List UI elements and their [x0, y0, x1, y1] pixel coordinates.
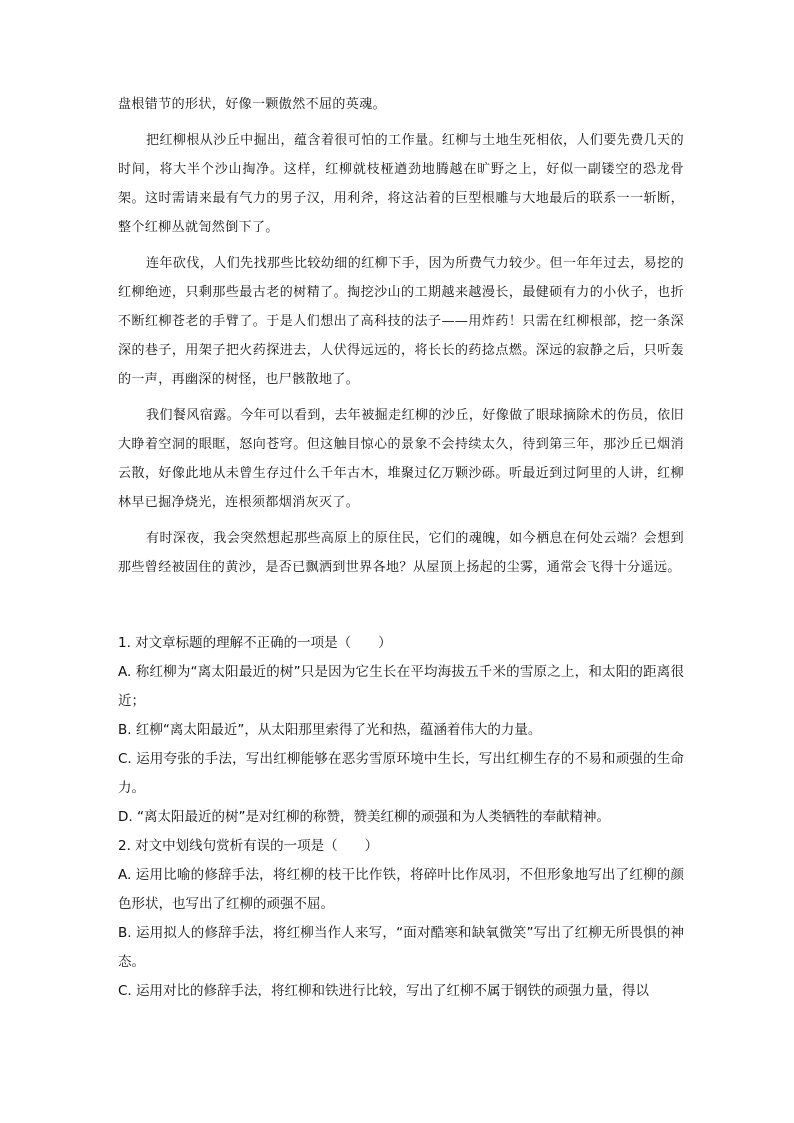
passage-paragraph: 盘根错节的形状，好像一颗傲然不屈的英魂。 — [118, 97, 387, 112]
question-list — [118, 629, 684, 1006]
question-option: C. 运用夸张的手法，写出红柳能够在恶劣雪原环境中生长，写出红柳生存的不易和顽强的生命力。 — [118, 751, 684, 796]
question-2 — [118, 832, 684, 1006]
passage-paragraph: 有时深夜，我会突然想起那些高原上的原住民，它们的魂魄，如今栖息在何处云端？会想到那些曾经被固住的黄沙，是否已飘洒到世界各地？从屋顶上扬起的尘雾，通常会飞得十分遥远。 — [118, 531, 684, 575]
question-stem: 2. 对文中划线句赏析有误的一项是（ ） — [118, 838, 379, 854]
passage-paragraph: 我们餐风宿露。今年可以看到，去年被掘走红柳的沙丘，好像做了眼球摘除术的伤员，依旧大睁着空洞的眼眶，怒向苍穹。但这触目惊心的景象不会持续太久，待到第三年，那沙丘已烟消云散，好像此地从未曾生存过什么千年古木，堆聚过亿万颗沙砾。听最近到过阿里的人讲，红柳林早已掘净烧光，连根须都烟消灰灭了。 — [118, 408, 684, 510]
question-option: C. 运用对比的修辞手法，将红柳和铁进行比较，写出了红柳不属于钢铁的顽强力量，得以 — [118, 983, 650, 999]
question-option: D. “离太阳最近的树”是对红柳的称赞，赞美红柳的顽强和为人类牺牲的奉献精神。 — [118, 809, 610, 825]
question-option: A. 运用比喻的修辞手法，将红柳的枝干比作铁，将碎叶比作凤羽，不但形象地写出了红柳的颜色形状，也写出了红柳的顽强不屈。 — [118, 867, 684, 912]
question-stem: 1. 对文章标题的理解不正确的一项是（ ） — [118, 635, 392, 651]
reading-passage — [118, 90, 684, 589]
passage-paragraph: 把红柳根从沙丘中掘出，蕴含着很可怕的工作量。红柳与土地生死相依，人们要先费几天的时间，将大半个沙山掏净。这样，红柳就枝桠遒劲地腾越在旷野之上，好似一副镂空的恐龙骨架。这时需请来最有气力的男子汉，用利斧，将这沾着的巨型根雕与大地最后的联系一一斩断，整个红柳丛就訇然倒下了。 — [118, 133, 684, 235]
question-option: A. 称红柳为“离太阳最近的树”只是因为它生长在平均海拔五千米的雪原之上，和太阳的距离很近； — [118, 664, 684, 709]
question-option: B. 红柳“离太阳最近”，从太阳那里索得了光和热，蕴涵着伟大的力量。 — [118, 722, 542, 738]
question-option: B. 运用拟人的修辞手法，将红柳当作人来写，“面对酷寒和缺氧微笑”写出了红柳无所畏惧的神态。 — [118, 925, 684, 970]
question-1 — [118, 629, 684, 832]
passage-paragraph: 连年砍伐，人们先找那些比较幼细的红柳下手，因为所费气力较少。但一年年过去，易挖的红柳绝迹，只剩那些最古老的树精了。掏挖沙山的工期越来越漫长，最健硕有力的小伙子，也折不断红柳苍老的手臂了。于是人们想出了高科技的法子——用炸药！只需在红柳根部，挖一条深深的巷子，用架子把火药探进去，人伏得远远的，将长长的药捻点燃。深远的寂静之后，只听轰的一声，再幽深的树怪，也尸骸散地了。 — [118, 256, 684, 387]
